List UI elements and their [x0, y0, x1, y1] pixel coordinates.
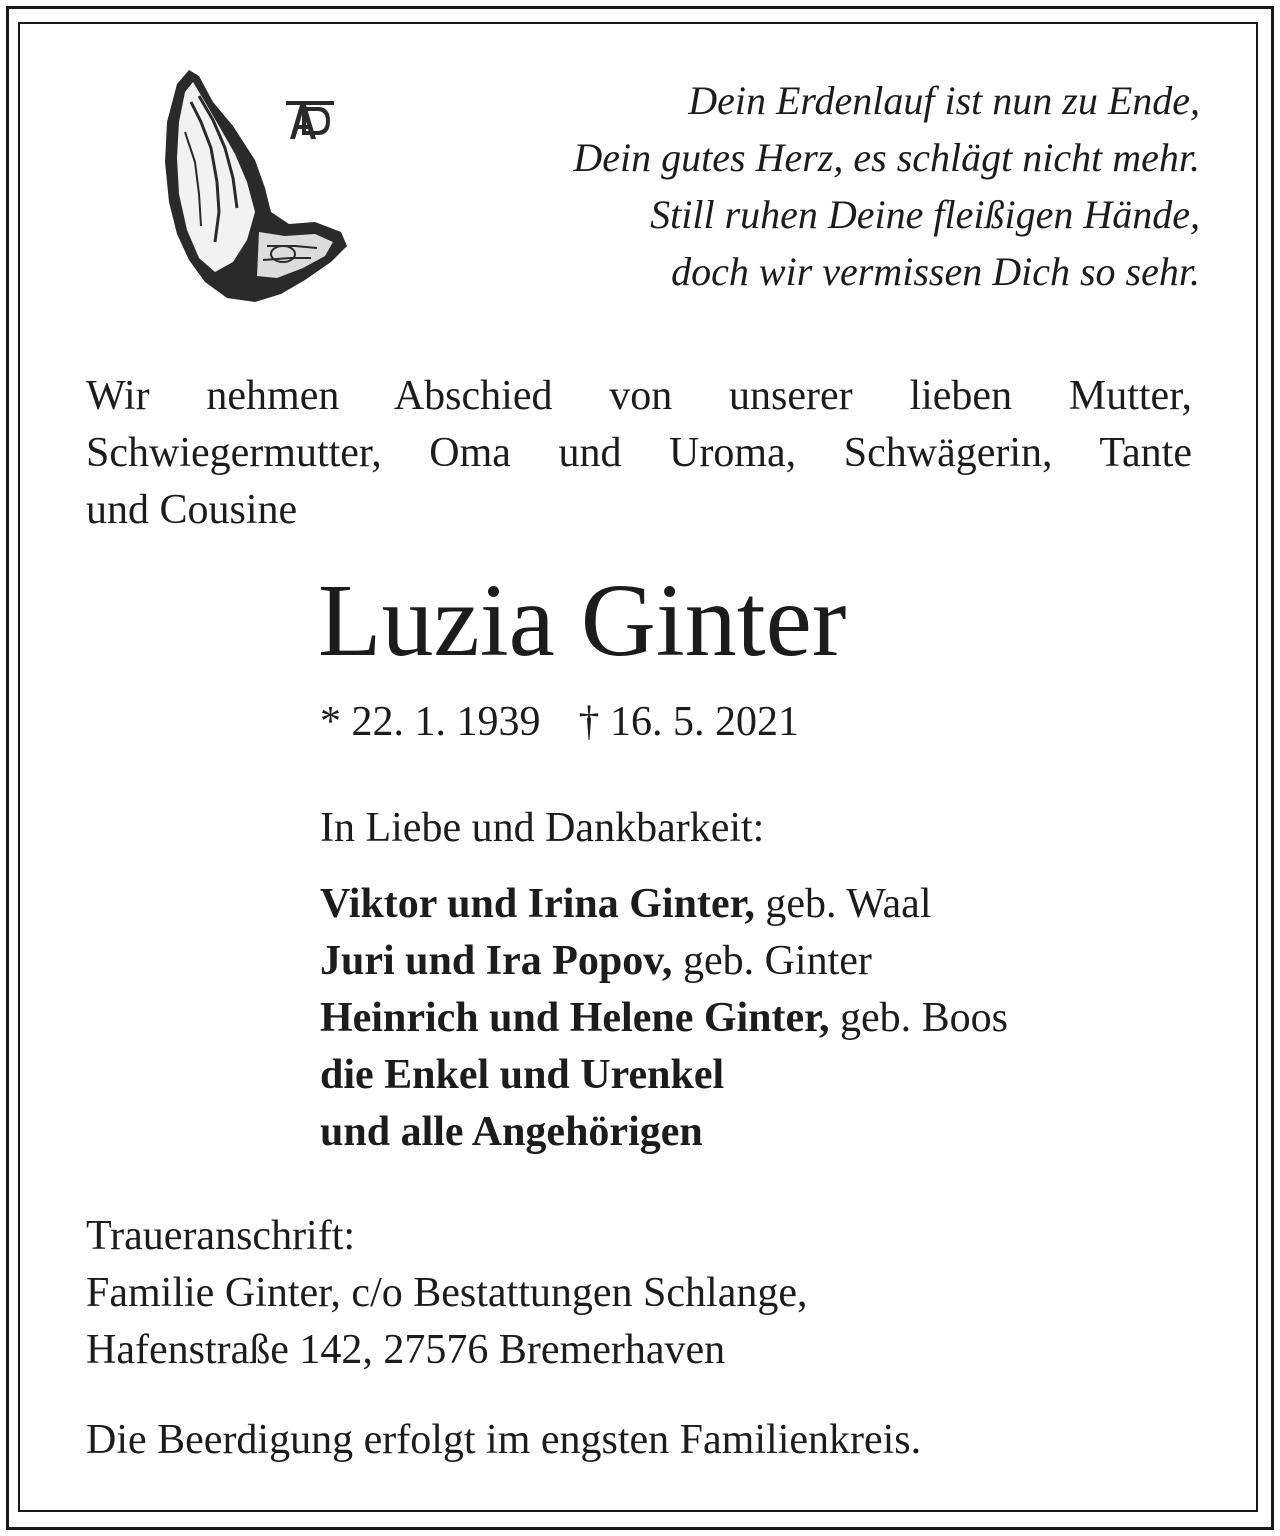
mourner-entry	[320, 933, 1008, 990]
mourner-entry	[320, 1047, 1008, 1104]
life-dates	[320, 694, 799, 750]
intro-line: Schwiegermutter, Oma und Uroma, Schwägerin, Tante	[86, 430, 1192, 476]
mourner-names: Viktor und Irina Ginter,	[320, 881, 755, 927]
mourner-note: geb. Ginter	[672, 938, 872, 984]
poem-line: doch wir vermissen Dich so sehr.	[671, 249, 1200, 294]
mourner-names: die Enkel und Urenkel	[320, 1052, 725, 1098]
intro-line: Wir nehmen Abschied von unserer lieben Mutter,	[86, 373, 1192, 419]
mourner-note: geb. Boos	[829, 995, 1008, 1041]
mourner-entry	[320, 990, 1008, 1047]
mourner-note: geb. Waal	[754, 881, 932, 927]
address-line: Hafenstraße 142, 27576 Bremerhaven	[86, 1327, 726, 1373]
mourners-heading: In Liebe und Dankbarkeit:	[320, 805, 765, 851]
address-label: Traueranschrift:	[86, 1213, 356, 1259]
birth-date: * 22. 1. 1939	[320, 699, 541, 745]
mourner-entry	[320, 876, 1008, 933]
mourning-address	[86, 1208, 808, 1379]
funeral-note: Die Beerdigung erfolgt im engsten Familienkreis.	[86, 1417, 922, 1463]
deceased-name: Luzia Ginter	[318, 563, 847, 678]
poem-line: Dein Erdenlauf ist nun zu Ende,	[688, 78, 1200, 123]
farewell-intro	[86, 368, 1192, 539]
poem-line: Still ruhen Deine fleißigen Hände,	[650, 192, 1200, 237]
intro-line: und Cousine	[86, 487, 298, 533]
mourner-names: und alle Angehörigen	[320, 1109, 703, 1155]
poem-line: Dein gutes Herz, es schlägt nicht mehr.	[573, 135, 1200, 180]
death-date: † 16. 5. 2021	[578, 699, 799, 745]
mourners-list	[320, 876, 1008, 1161]
monogram-icon	[282, 95, 338, 141]
mourner-names: Heinrich und Helene Ginter,	[320, 995, 830, 1041]
memorial-poem	[380, 72, 1200, 300]
address-line: Familie Ginter, c/o Bestattungen Schlange,	[86, 1270, 808, 1316]
mourner-entry	[320, 1104, 1008, 1161]
mourner-names: Juri und Ira Popov,	[320, 938, 673, 984]
